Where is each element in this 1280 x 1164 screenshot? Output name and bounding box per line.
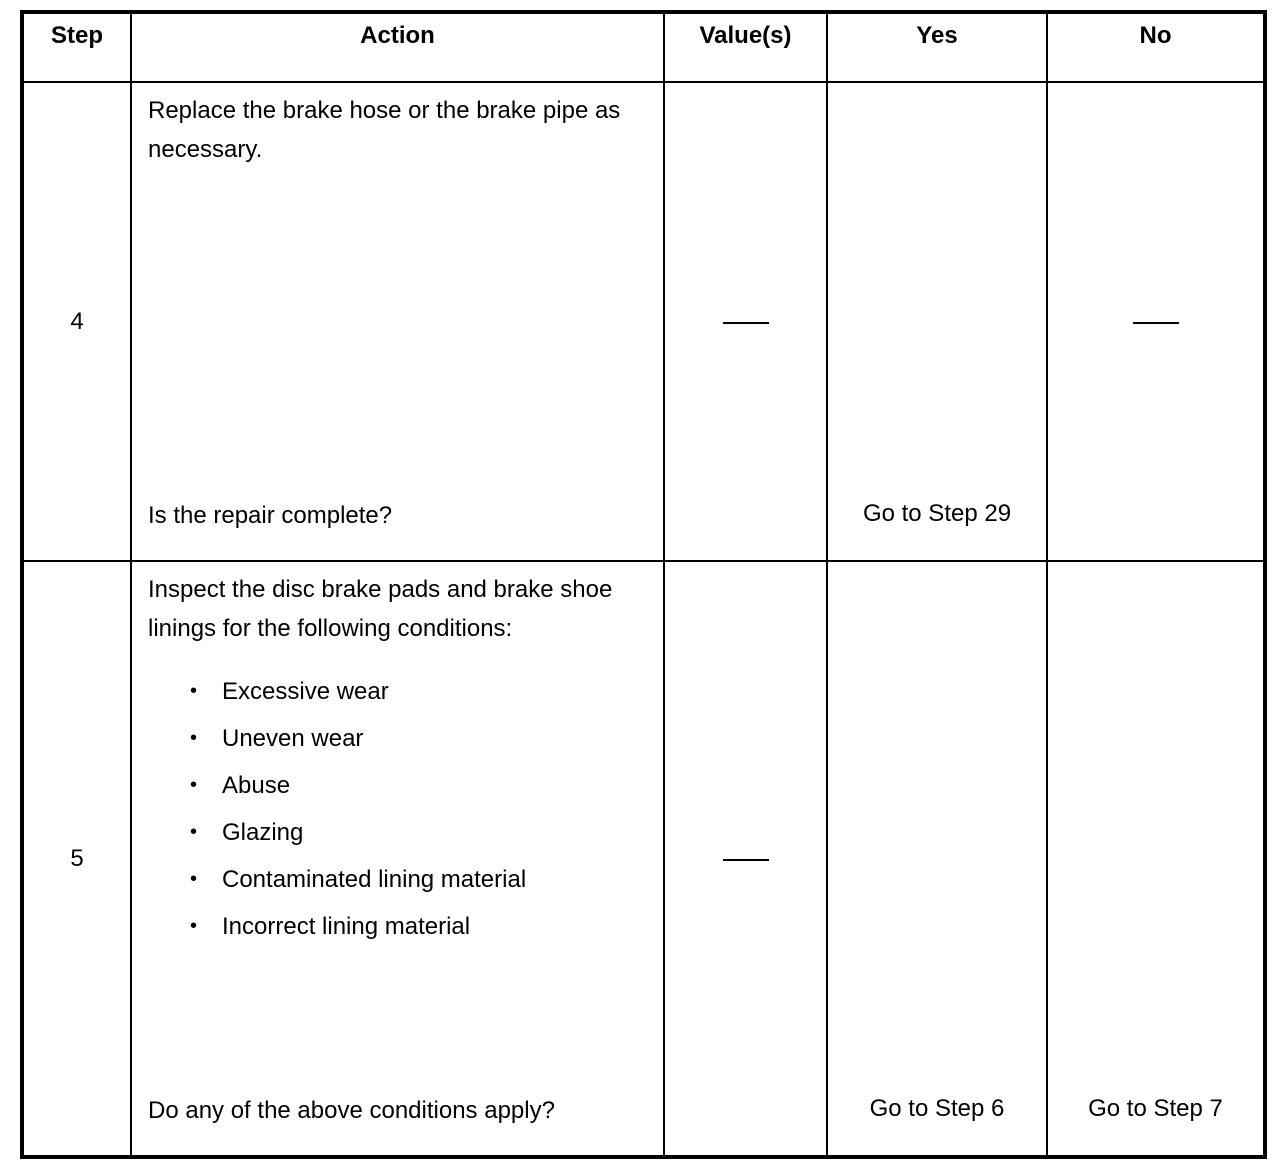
action-question: Do any of the above conditions apply? [148,1097,555,1124]
empty-value-dash [723,322,769,324]
no-cell [1047,561,1265,1157]
bullet-icon: • [190,680,198,702]
bullet-icon: • [190,868,198,890]
diagnostic-table [20,10,1267,1159]
header-action: Action [131,12,664,82]
header-yes: Yes [827,12,1047,82]
header-row [22,12,1265,82]
value-cell [664,82,827,561]
empty-no-dash [1133,322,1179,324]
list-item: • Uneven wear [190,715,649,762]
action-text [148,570,649,950]
header-step: Step [22,12,131,82]
conditions-list [148,668,649,950]
header-values: Value(s) [664,12,827,82]
list-item: • Contaminated lining material [190,856,649,903]
action-cell [131,82,664,561]
step-number: 5 [22,561,131,1157]
value-cell [664,561,827,1157]
step-number: 4 [22,82,131,561]
action-question: Is the repair complete? [148,502,393,529]
yes-goto: Go to Step 6 [869,1095,1005,1122]
no-goto: Go to Step 7 [1088,1095,1223,1122]
table-row-step-5 [22,561,1265,1157]
yes-goto: Go to Step 29 [862,500,1012,527]
yes-cell [827,561,1047,1157]
no-cell [1047,82,1265,561]
table-row-step-4 [22,82,1265,561]
list-item: • Glazing [190,809,649,856]
bullet-icon: • [190,915,198,937]
action-text: Replace the brake hose or the brake pipe as necessary. [148,97,621,163]
action-intro: Inspect the disc brake pads and brake shoe linings for the following conditions: [148,576,613,642]
list-item: • Incorrect lining material [190,903,649,950]
bullet-icon: • [190,821,198,843]
bullet-icon: • [190,774,198,796]
yes-cell [827,82,1047,561]
list-item: • Excessive wear [190,668,649,715]
header-no: No [1047,12,1265,82]
bullet-icon: • [190,727,198,749]
empty-value-dash [723,859,769,861]
list-item: • Abuse [190,762,649,809]
action-cell [131,561,664,1157]
